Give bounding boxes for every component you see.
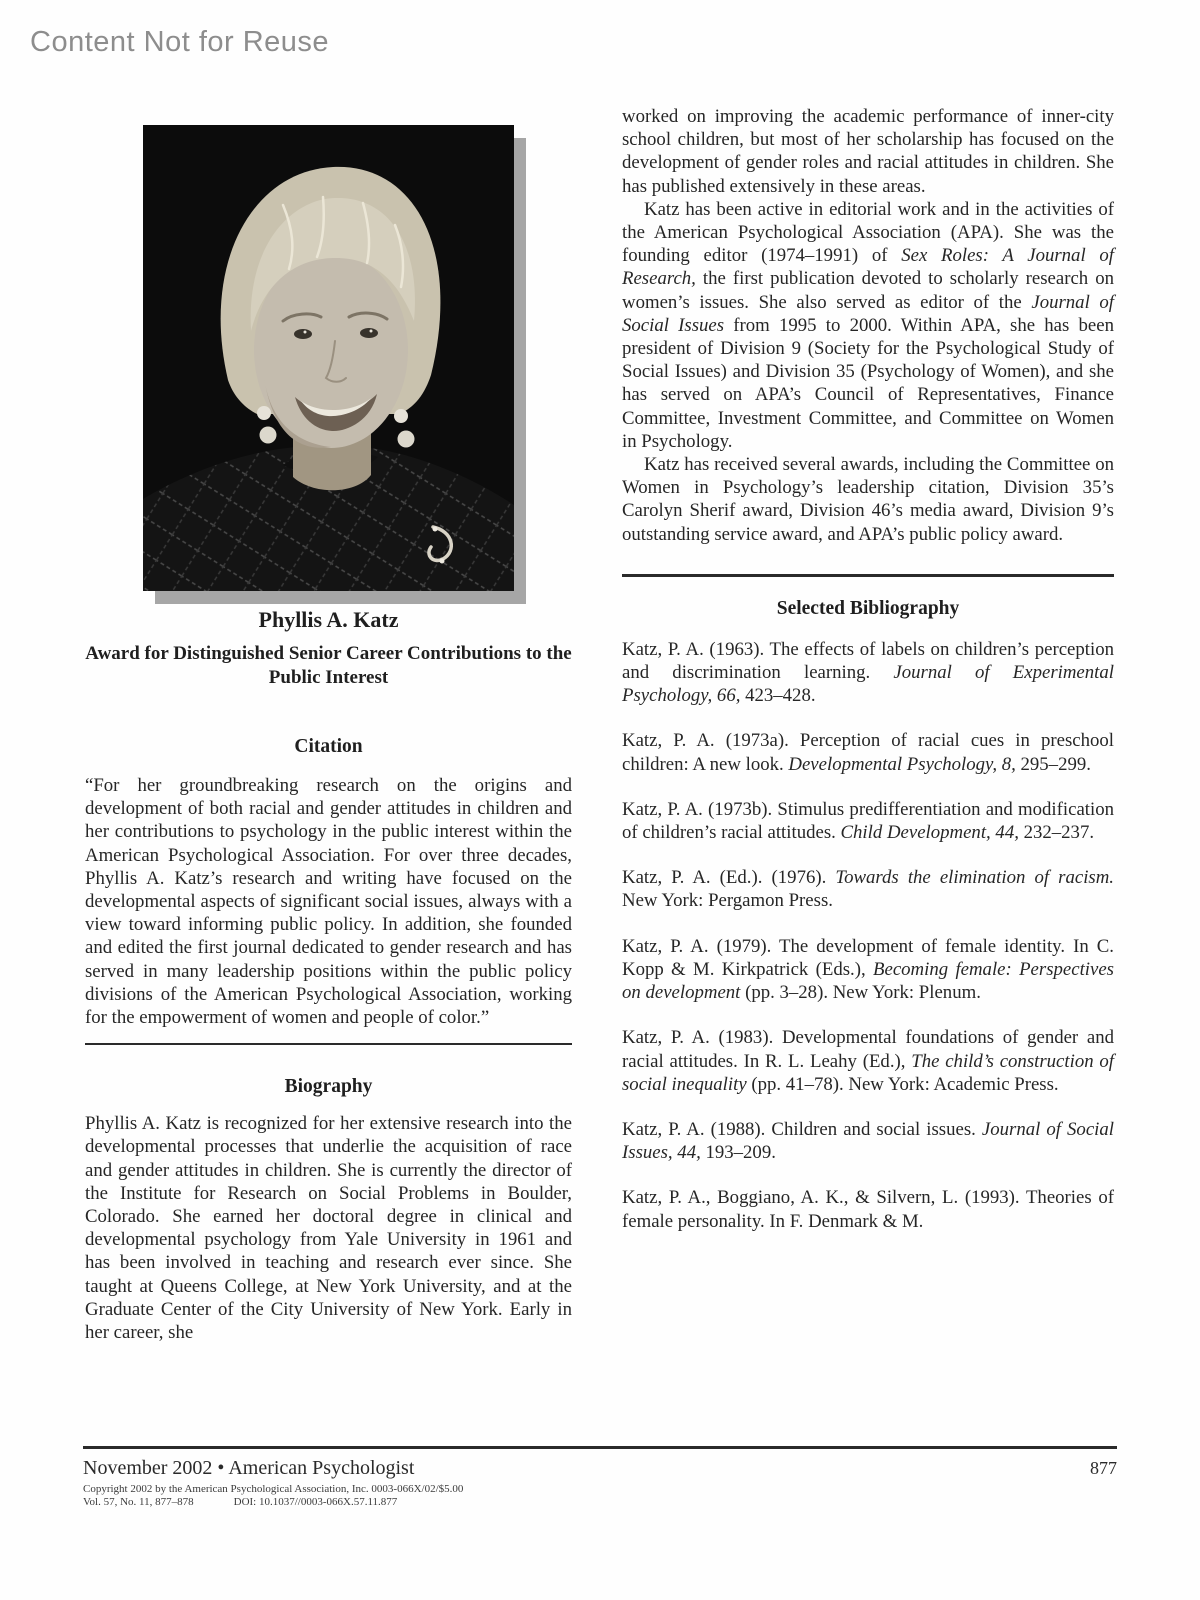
recipient-name: Phyllis A. Katz <box>258 607 399 632</box>
bibliography-entry: Katz, P. A. (Ed.). (1976). Towards the elimination of racism. New York: Pergamon Press. <box>622 867 1114 912</box>
award-title: Award for Distinguished Senior Career Contributions to the Public Interest <box>85 643 572 688</box>
journal-issue-line: November 2002 • American Psychologist <box>83 1457 415 1479</box>
biography-text: Phyllis A. Katz is recognized for her extensive research into the developmental processes that underlie the acquisition of race and gender attitudes in children. She is currently the director of the Institute for Research on Social Problems in Boulder, Colorado. She earned her doctoral degree in clinical and developmental psychology from Yale University in 1961 and has been involved in teaching and research ever since. She taught at Queens College, at New York University, and at the Graduate Center of the City University of New York. Early in her career, she <box>85 1113 572 1344</box>
bibliography-list <box>622 638 1114 1233</box>
bibliography-entry: Katz, P. A. (1973a). Perception of racial cues in preschool children: A new look. Developmental Psychology, 8, 295–299. <box>622 730 1114 775</box>
copyright-block <box>83 1483 1117 1508</box>
bibliography-entry: Katz, P. A., Boggiano, A. K., & Silvern, L. (1993). Theories of female personality. In F. Denmark & M. <box>622 1187 1114 1232</box>
bibliography-entry: Katz, P. A. (1963). The effects of labels on children’s perception and discrimination learning. Journal of Experimental Psychology, 66, 423–428. <box>622 638 1114 707</box>
portrait-photo <box>143 125 514 591</box>
doi-info: DOI: 10.1037//0003-066X.57.11.877 <box>233 1495 398 1508</box>
copyright-line: Copyright 2002 by the American Psychological Association, Inc. 0003-066X/02/$5.00 <box>83 1483 464 1495</box>
page-number: 877 <box>1090 1458 1117 1478</box>
page-footer <box>83 1446 1117 1508</box>
portrait-illustration <box>143 125 514 591</box>
bibliography-entry: Katz, P. A. (1979). The development of female identity. In C. Kopp & M. Kirkpatrick (Eds.), Becoming female: Perspectives on development (pp. 3–28). New York: Plenum. <box>622 935 1114 1004</box>
volume-info: Vol. 57, No. 11, 877–878 <box>83 1495 194 1508</box>
right-column <box>622 105 1114 1233</box>
left-column <box>85 0 572 1344</box>
article-paragraph: Katz has received several awards, including the Committee on Women in Psychology’s leadership citation, Division 35’s Carolyn Sherif award, Division 46’s media award, Division 9’s outstanding service award, and APA’s public policy award. <box>622 454 1114 545</box>
citation-text: “For her groundbreaking research on the origins and development of both racial and gender attitudes in children and her contributions to psychology in the public interest within the American Psychological Association. For over three decades, Phyllis A. Katz’s research and writing have focused on the developmental aspects of significant social issues, always with a view toward informing public policy. In addition, she founded and edited the first journal dedicated to gender research and has served in many leadership positions within the public policy divisions of the American Psychological Association, working for the empowerment of women and people of color.” <box>85 775 572 1029</box>
bibliography-entry: Katz, P. A. (1983). Developmental foundations of gender and racial attitudes. In R. L. Leahy (Ed.), The child’s construction of social inequality (pp. 41–78). New York: Academic Press. <box>622 1027 1114 1095</box>
citation-heading: Citation <box>294 736 363 757</box>
section-divider <box>85 1043 572 1045</box>
bibliography-entry: Katz, P. A. (1973b). Stimulus predifferentiation and modification of children’s racial attitudes. Child Development, 44, 232–237. <box>622 798 1114 844</box>
article-paragraph: worked on improving the academic performance of inner-city school children, but most of her scholarship has focused on the development of gender roles and racial attitudes in children. She has published extensively in these areas. <box>622 106 1114 197</box>
watermark: Content Not for Reuse <box>30 26 330 58</box>
article-paragraphs <box>622 105 1114 546</box>
bibliography-entry: Katz, P. A. (1988). Children and social issues. Journal of Social Issues, 44, 193–209. <box>622 1118 1114 1164</box>
footer-divider <box>83 1446 1117 1449</box>
biography-heading: Biography <box>284 1076 373 1098</box>
section-divider <box>622 574 1114 577</box>
article-paragraph: Katz has been active in editorial work and in the activities of the American Psychological Association (APA). She was the founding editor (1974–1991) of Sex Roles: A Journal of Research, the first publication devoted to scholarly research on women’s issues. She also served as editor of the Journal of Social Issues from 1995 to 2000. Within APA, she has been president of Division 9 (Society for the Psychological Study of Social Issues) and Division 35 (Psychology of Women), and she has served on APA’s Council of Representatives, Finance Committee, Investment Committee, and Committee on Women in Psychology. <box>622 198 1115 452</box>
bibliography-heading: Selected Bibliography <box>776 597 960 619</box>
